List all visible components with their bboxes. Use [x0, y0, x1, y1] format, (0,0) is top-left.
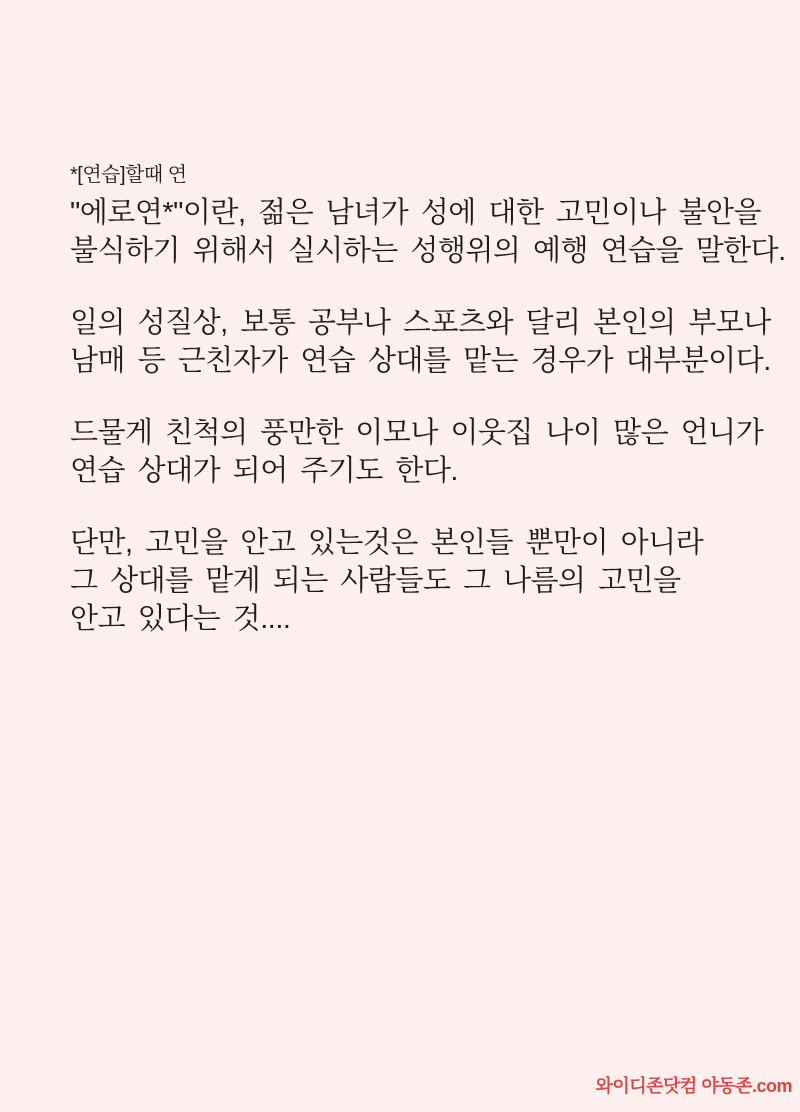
text-line: "에로연*"이란, 젊은 남녀가 성에 대한 고민이나 불안을	[70, 197, 762, 229]
text-line: 일의 성질상, 보통 공부나 스포츠와 달리 본인의 부모나	[70, 307, 771, 339]
watermark-site-name: 와이디존닷컴 야동존.com	[595, 1076, 792, 1096]
text-line: 그 상대를 맡게 되는 사람들도 그 나름의 고민을	[70, 565, 681, 597]
paragraph-definition	[70, 194, 786, 270]
text-line: 드물게 친척의 풍만한 이모나 이웃집 나이 많은 언니가	[70, 417, 764, 449]
paragraph-nature	[70, 304, 771, 380]
text-line: 안고 있다는 것....	[70, 603, 291, 635]
footnote-annotation: *[연습]할때 연	[70, 164, 187, 186]
text-line: 불식하기 위해서 실시하는 성행위의 예행 연습을 말한다.	[70, 235, 786, 267]
text-line: 단만, 고민을 안고 있는것은 본인들 뿐만이 아니라	[70, 527, 704, 559]
text-line: 연습 상대가 되어 주기도 한다.	[70, 455, 458, 487]
paragraph-rarely	[70, 414, 762, 490]
text-block	[70, 156, 786, 638]
paragraph-however	[70, 524, 762, 638]
text-line: 남매 등 근친자가 연습 상대를 맡는 경우가 대부분이다.	[70, 345, 771, 377]
